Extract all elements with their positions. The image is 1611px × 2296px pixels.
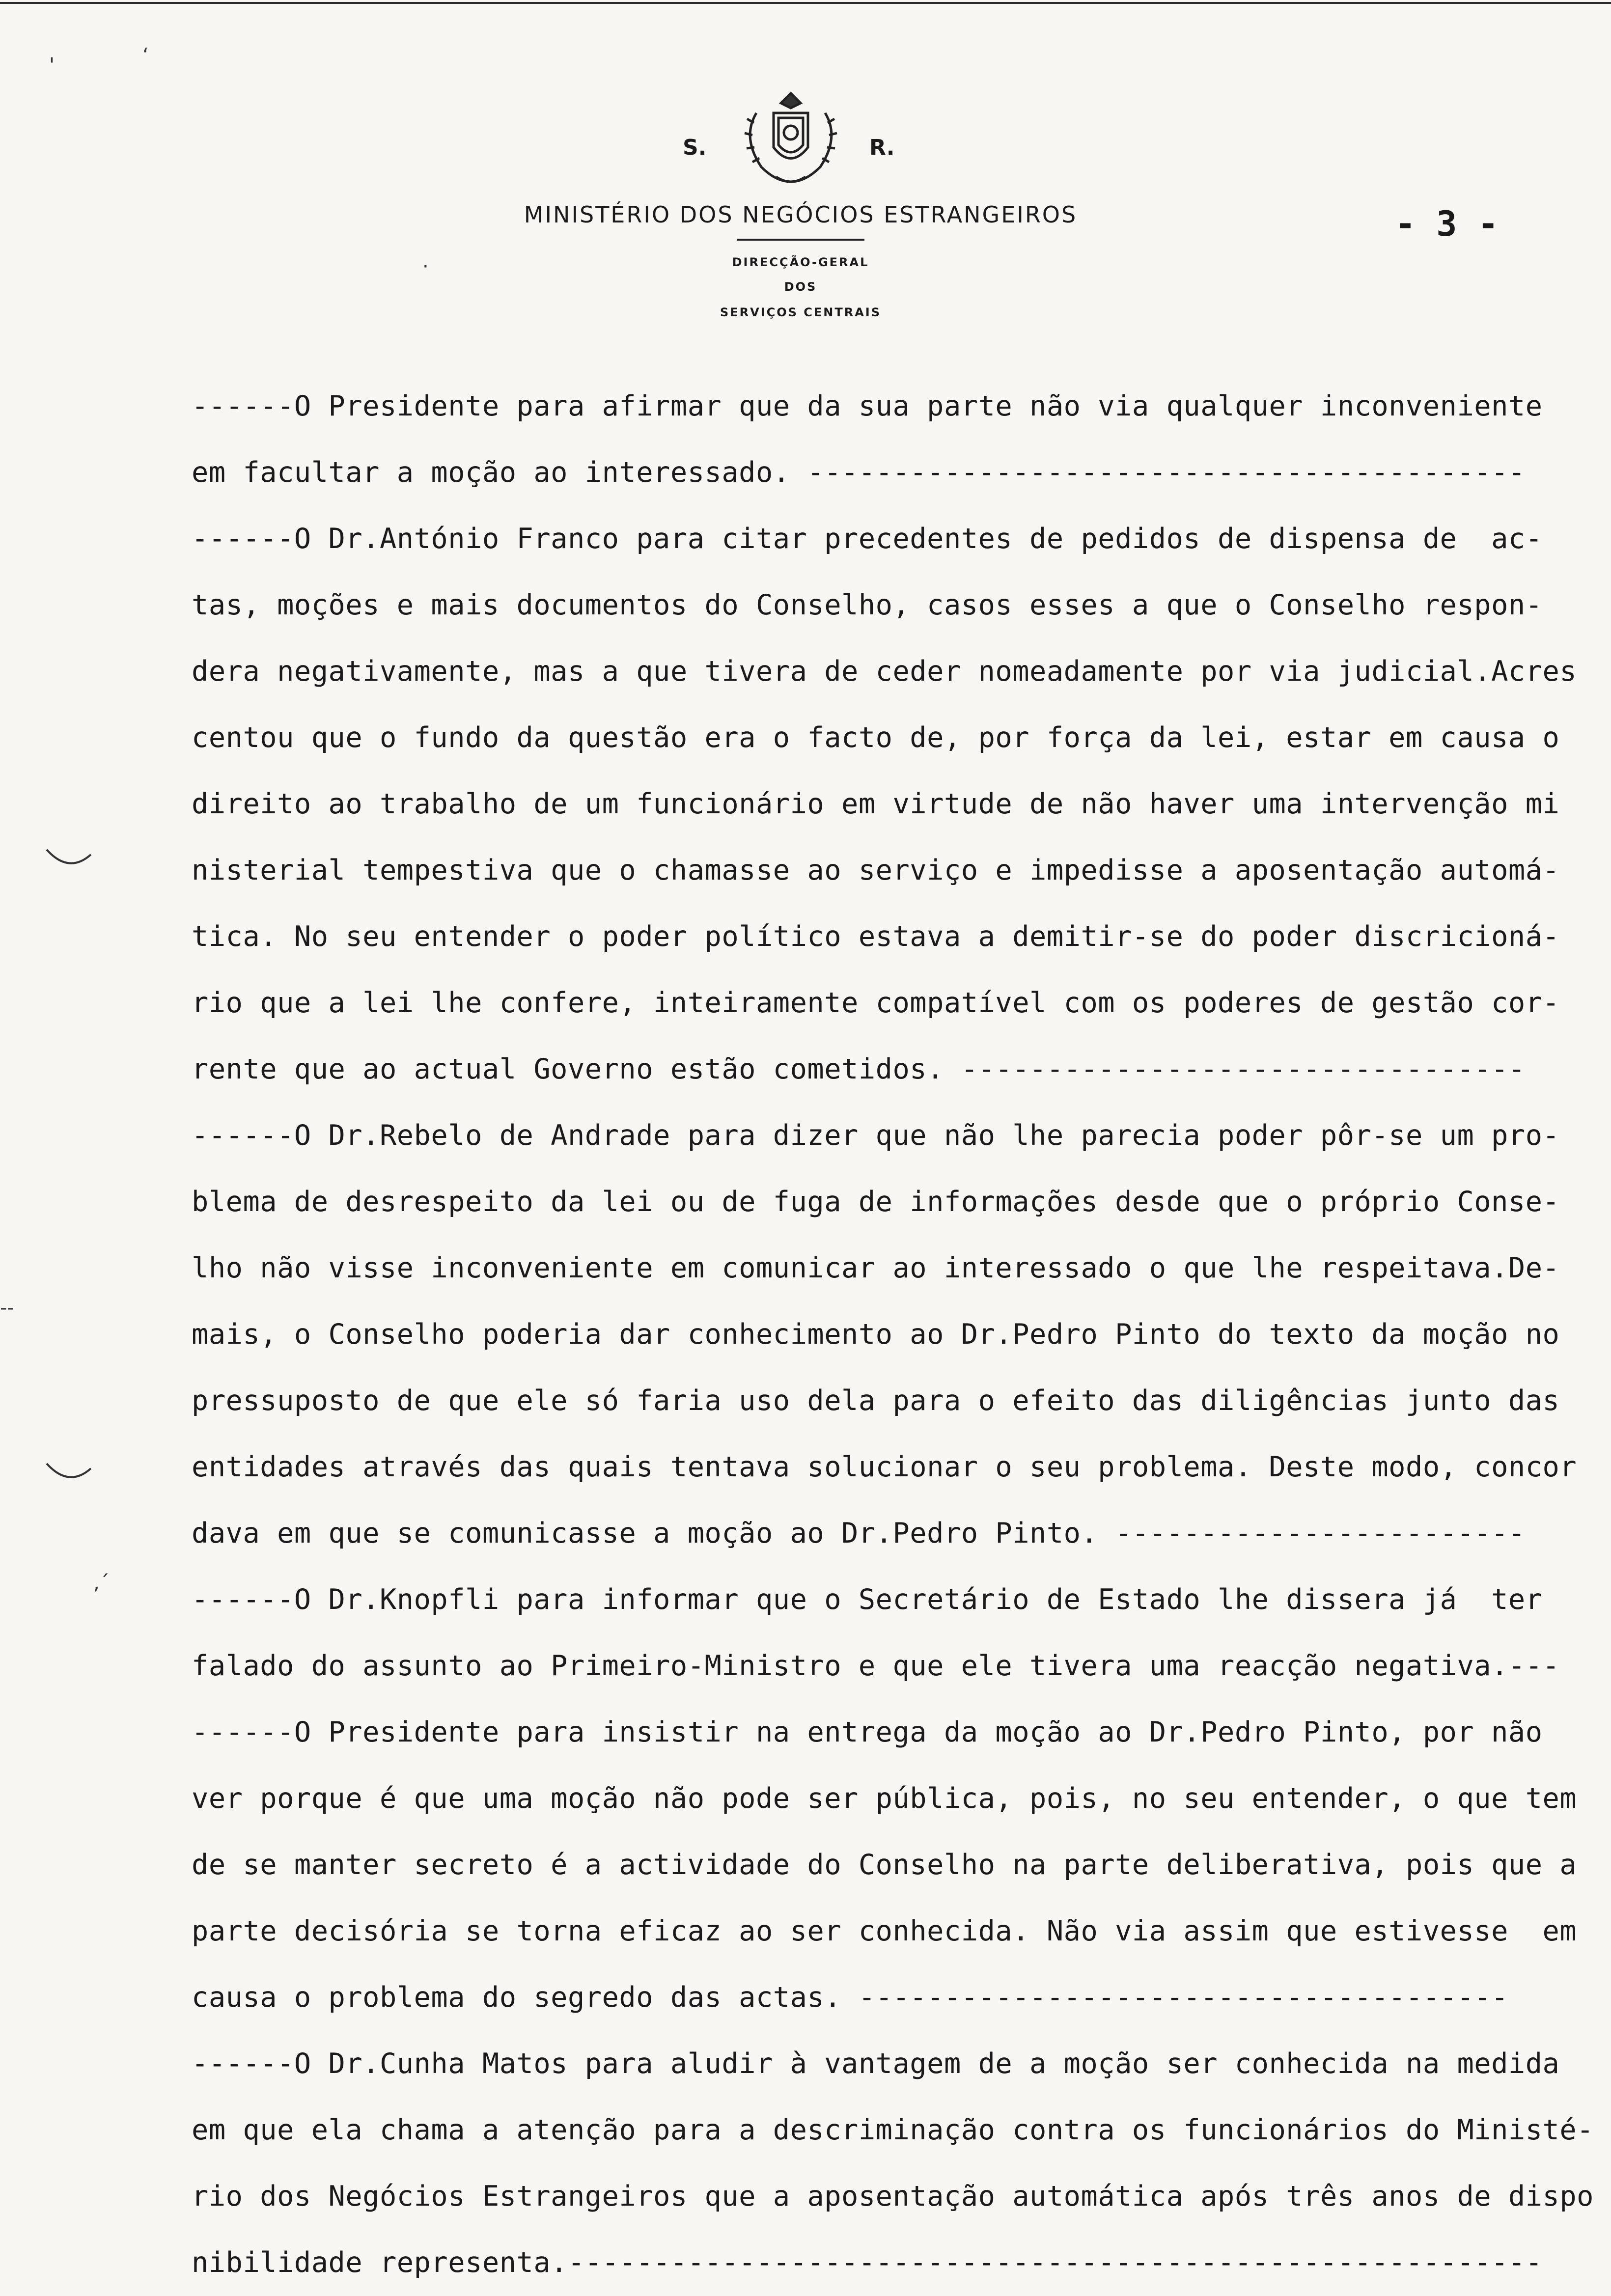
- page-number: - 3 -: [1395, 204, 1499, 244]
- text-line: nibilidade representa.---------------------------------------------------------: [192, 2246, 1543, 2279]
- crest-right-letter: R.: [869, 135, 895, 160]
- department-line-2: DOS: [784, 280, 817, 294]
- text-line: rente que ao actual Governo estão cometidos. ---------------------------------: [192, 1053, 1526, 1085]
- ministry-title: MINISTÉRIO DOS NEGÓCIOS ESTRANGEIROS: [524, 201, 1078, 228]
- text-line: rio que a lei lhe confere, inteiramente compatível com os poderes de gestão cor-: [192, 987, 1560, 1019]
- text-line: parte decisória se torna eficaz ao ser conhecida. Não via assim que estivesse em: [192, 1915, 1577, 1947]
- coat-of-arms-icon: [727, 83, 855, 192]
- text-line: ------O Presidente para insistir na entrega da moção ao Dr.Pedro Pinto, por não: [192, 1716, 1543, 1748]
- text-line: direito ao trabalho de um funcionário em virtude de não haver uma intervenção mi: [192, 788, 1560, 820]
- text-line: falado do assunto ao Primeiro-Ministro e que ele tivera uma reacção negativa.---: [192, 1650, 1560, 1682]
- letterhead: [442, 83, 1159, 349]
- text-line: ------O Dr.Cunha Matos para aludir à vantagem de a moção ser conhecida na medida: [192, 2047, 1560, 2080]
- crest-row: [442, 83, 1159, 201]
- crest-left-letter: S.: [683, 135, 707, 160]
- text-line: ver porque é que uma moção não pode ser pública, pois, no seu entender, o que tem: [192, 1782, 1577, 1815]
- text-line: de se manter secreto é a actividade do Conselho na parte deliberativa, pois que a: [192, 1849, 1577, 1881]
- minutes-body: [192, 373, 1594, 2296]
- text-line: blema de desrespeito da lei ou de fuga de informações desde que o próprio Conse-: [192, 1186, 1560, 1218]
- text-line: nisterial tempestiva que o chamasse ao serviço e impedisse a aposentação automá-: [192, 854, 1560, 886]
- text-line: pressuposto de que ele só faria uso dela para o efeito das diligências junto das: [192, 1384, 1560, 1417]
- text-line: lho não visse inconveniente em comunicar ao interessado o que lhe respeitava.De-: [192, 1252, 1560, 1284]
- text-line: entidades através das quais tentava solucionar o seu problema. Deste modo, concor: [192, 1451, 1577, 1483]
- text-line: ------O Dr.Knopfli para informar que o Secretário de Estado lhe dissera já ter: [192, 1583, 1543, 1616]
- text-line: tica. No seu entender o poder político estava a demitir-se do poder discricioná-: [192, 920, 1560, 953]
- text-line: tas, moções e mais documentos do Conselho, casos esses a que o Conselho respon-: [192, 589, 1543, 621]
- text-line: em que ela chama a atenção para a descriminação contra os funcionários do Ministé-: [192, 2114, 1594, 2146]
- scan-speck: ‘: [142, 44, 149, 67]
- punch-hole-mark: [44, 845, 93, 874]
- text-line: ------O Dr.António Franco para citar precedentes de pedidos de dispensa de ac-: [192, 523, 1543, 555]
- department-line-3: SERVIÇOS CENTRAIS: [720, 305, 882, 319]
- punch-hole-mark: [44, 1459, 93, 1488]
- ministry-underline: [737, 239, 864, 241]
- scan-speck: ,´: [93, 1572, 110, 1594]
- scan-speck: --: [0, 1297, 14, 1319]
- text-line: dera negativamente, mas a que tivera de ceder nomeadamente por via judicial.Acres: [192, 655, 1577, 688]
- text-line: ------O Dr.Rebelo de Andrade para dizer que não lhe parecia poder pôr-se um pro-: [192, 1119, 1560, 1152]
- text-line: ------O Presidente para afirmar que da sua parte não via qualquer inconveniente: [192, 390, 1543, 422]
- text-line: em facultar a moção ao interessado. ------------------------------------------: [192, 456, 1526, 489]
- text-line: mais, o Conselho poderia dar conhecimento ao Dr.Pedro Pinto do texto da moção no: [192, 1318, 1560, 1351]
- text-line: dava em que se comunicasse a moção ao Dr.Pedro Pinto. ------------------------: [192, 1517, 1526, 1549]
- text-line: centou que o fundo da questão era o facto de, por força da lei, estar em causa o: [192, 721, 1560, 754]
- text-line: causa o problema do segredo das actas. --------------------------------------: [192, 1981, 1508, 2014]
- scan-speck: ': [49, 54, 55, 77]
- text-line: rio dos Negócios Estrangeiros que a aposentação automática após três anos de dispo: [192, 2180, 1594, 2213]
- department-line-1: DIRECÇÃO-GERAL: [732, 255, 869, 269]
- scan-speck: ·: [422, 255, 429, 278]
- top-border-line: [0, 2, 1611, 4]
